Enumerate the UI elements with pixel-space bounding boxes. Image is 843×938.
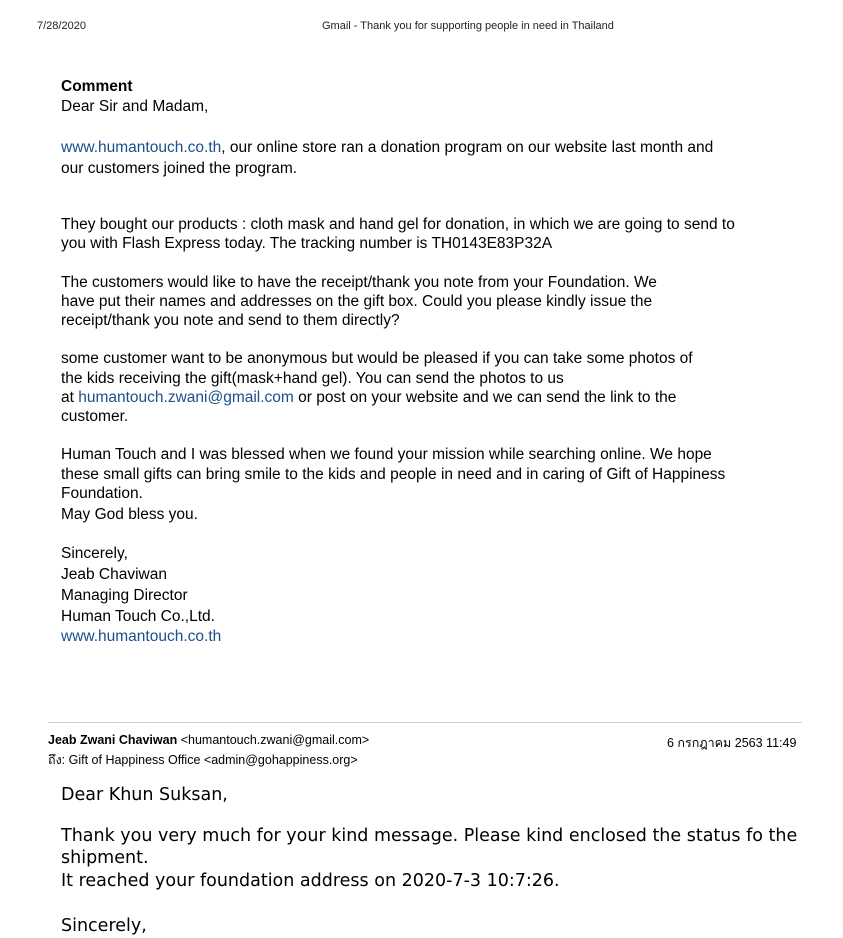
reply-closing: Sincerely, (61, 916, 147, 936)
comment-paragraph-2-line-1: They bought our products : cloth mask and hand gel for donation, in which we are going to send to (61, 216, 735, 233)
to-label: ถึง: (48, 753, 66, 767)
recipient[interactable]: Gift of Happiness Office <admin@gohappiness.org> (68, 753, 358, 767)
sender-line (48, 733, 369, 747)
sender-email[interactable]: <humantouch.zwani@gmail.com> (180, 733, 370, 747)
comment-paragraph-4-line-2: the kids receiving the gift(mask+hand gel). You can send the photos to us (61, 370, 564, 387)
comment-paragraph-4-line-3 (61, 389, 676, 407)
comment-paragraph-3-line-1: The customers would like to have the receipt/thank you note from your Foundation. We (61, 274, 657, 291)
sender-name[interactable]: Jeab Zwani Chaviwan (48, 733, 178, 747)
message-date: 6 กรกฎาคม 2563 11:49 (667, 736, 797, 750)
reply-salutation: Dear Khun Suksan, (61, 785, 228, 805)
email-link[interactable]: humantouch.zwani@gmail.com (78, 389, 294, 406)
comment-heading: Comment (61, 78, 133, 95)
paragraph-text: or post on your website and we can send the link to the (293, 389, 677, 406)
comment-paragraph-5-line-1: Human Touch and I was blessed when we found your mission while searching online. We hope (61, 446, 712, 463)
comment-paragraph-4-line-1: some customer want to be anonymous but would be pleased if you can take some photos of (61, 350, 693, 367)
signature-website-link[interactable]: www.humantouch.co.th (61, 628, 222, 645)
comment-closing: Sincerely, (61, 545, 128, 562)
comment-paragraph-3-line-3: receipt/thank you note and send to them directly? (61, 312, 400, 329)
comment-paragraph-3-line-2: have put their names and addresses on the gift box. Could you please kindly issue the (61, 293, 653, 310)
signature-company: Human Touch Co.,Ltd. (61, 608, 215, 625)
signature-name: Jeab Chaviwan (61, 566, 167, 583)
reply-line-3: It reached your foundation address on 2020-7-3 10:7:26. (61, 871, 560, 891)
recipient-line (48, 750, 358, 770)
print-title: Gmail - Thank you for supporting people in need in Thailand (322, 20, 614, 32)
comment-salutation: Dear Sir and Madam, (61, 98, 209, 115)
reply-line-2: shipment. (61, 848, 149, 868)
comment-paragraph-4-line-4: customer. (61, 408, 129, 425)
signature-website (61, 628, 221, 646)
paragraph-text: at (61, 389, 79, 406)
reply-line-1: Thank you very much for your kind message. Please kind enclosed the status fo the (61, 826, 798, 846)
message-divider (48, 722, 802, 723)
comment-paragraph-2-line-2: you with Flash Express today. The tracking number is TH0143E83P32A (61, 235, 553, 252)
paragraph-text: , our online store ran a donation program on our website last month and (221, 139, 714, 156)
comment-paragraph-1-line-1 (61, 139, 713, 157)
website-link[interactable]: www.humantouch.co.th (61, 139, 222, 156)
comment-paragraph-5-line-4: May God bless you. (61, 506, 198, 523)
comment-paragraph-1-line-2: our customers joined the program. (61, 160, 298, 177)
comment-paragraph-5-line-3: Foundation. (61, 485, 143, 502)
print-date: 7/28/2020 (37, 20, 86, 32)
signature-title: Managing Director (61, 587, 188, 604)
comment-paragraph-5-line-2: these small gifts can bring smile to the kids and people in need and in caring of Gift of Happiness (61, 466, 726, 483)
